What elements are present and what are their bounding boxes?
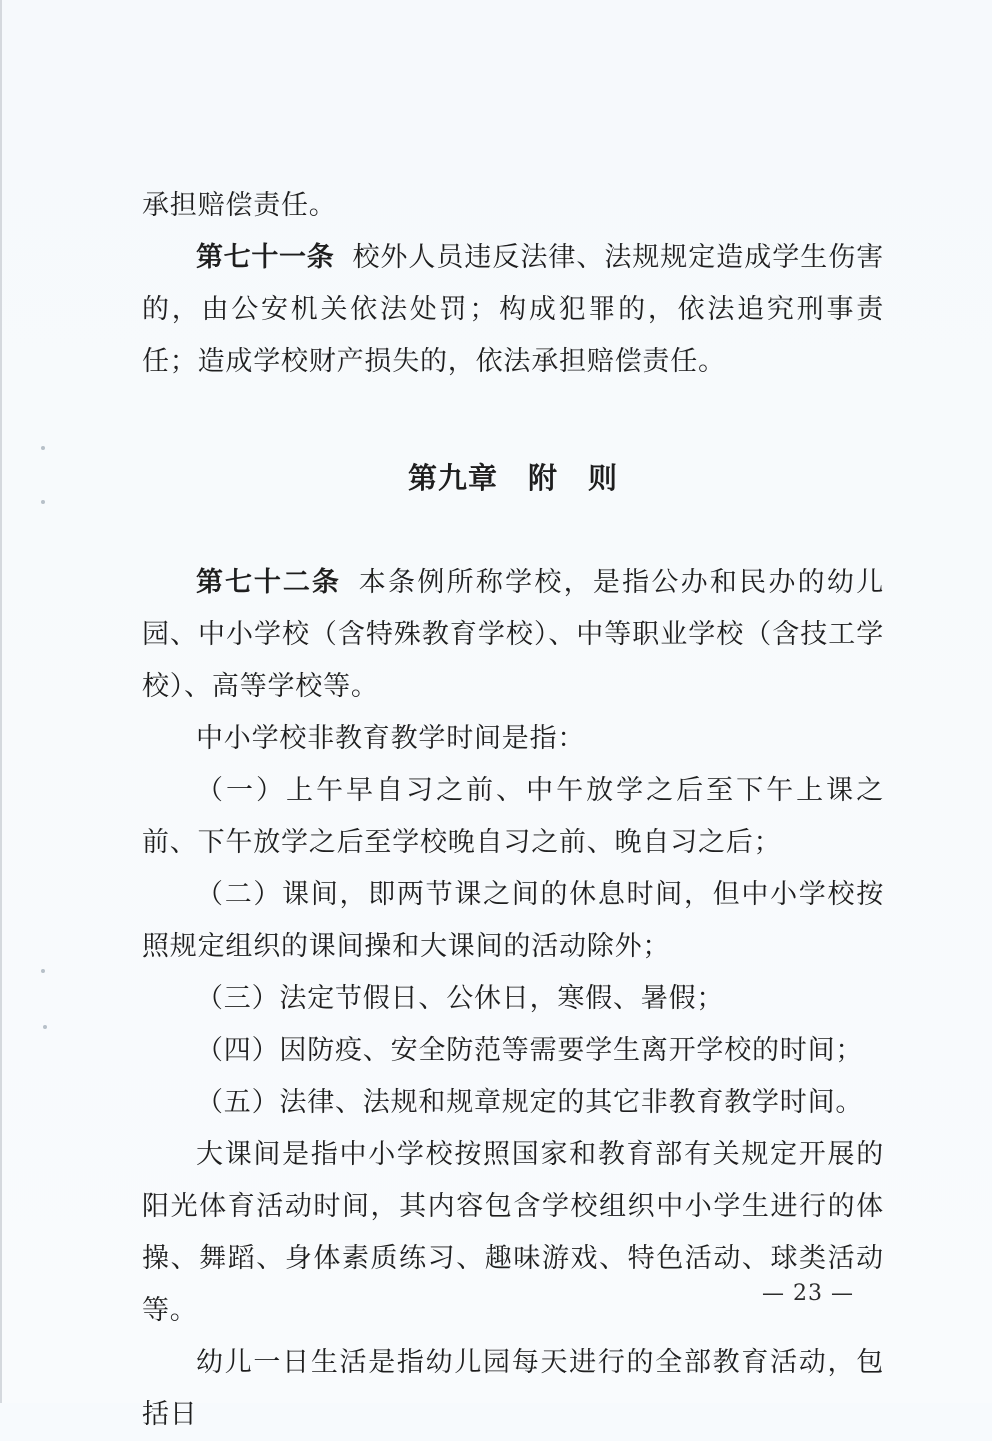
- article-72: [142, 557, 884, 713]
- article-text: 本条例所称学校，是指公办和民办的幼儿园、中小学校（含特殊教育学校）、中等职业学校（含技工学校）、高等学校等。: [142, 567, 884, 702]
- article-text: 校外人员违反法律、法规规定造成学生伤害的，由公安机关依法处罚；构成犯罪的，依法追究刑事责任；造成学校财产损失的，依法承担赔偿责任。: [142, 242, 884, 377]
- paragraph-continuation: [142, 180, 884, 232]
- paragraph: 幼儿一日生活是指幼儿园每天进行的全部教育活动，包括日: [142, 1347, 884, 1430]
- scan-mark: [41, 446, 45, 450]
- article-label: 第七十一条: [196, 242, 335, 273]
- paragraph: （二）课间，即两节课之间的休息时间，但中小学校按照规定组织的课间操和大课间的活动除外；: [142, 879, 884, 962]
- chapter-title: 第九章 附 则: [407, 461, 618, 495]
- document-content: [142, 180, 884, 1441]
- paragraph: （一）上午早自习之前、中午放学之后至下午上课之前、下午放学之后至学校晚自习之前、晚自习之后；: [142, 775, 884, 858]
- scan-mark: [41, 500, 45, 504]
- paragraph: （四）因防疫、安全防范等需要学生离开学校的时间；: [196, 1035, 864, 1066]
- paragraph: 大课间是指中小学校按照国家和教育部有关规定开展的阳光体育活动时间，其内容包含学校组织中小学生进行的体操、舞蹈、身体素质练习、趣味游戏、特色活动、球类活动等。: [142, 1139, 884, 1326]
- page-number: — 23 —: [762, 1281, 854, 1306]
- paragraph: 中小学校非教育教学时间是指：: [196, 723, 586, 754]
- scan-mark: [43, 1025, 47, 1029]
- article-label: 第七十二条: [196, 567, 341, 598]
- article-71: [142, 232, 884, 388]
- paragraph: （三）法定节假日、公休日，寒假、暑假；: [196, 983, 725, 1014]
- scan-mark: [41, 969, 45, 973]
- paragraph: （五）法律、法规和规章规定的其它非教育教学时间。: [196, 1087, 864, 1118]
- paragraph-text: 承担赔偿责任。: [142, 190, 337, 221]
